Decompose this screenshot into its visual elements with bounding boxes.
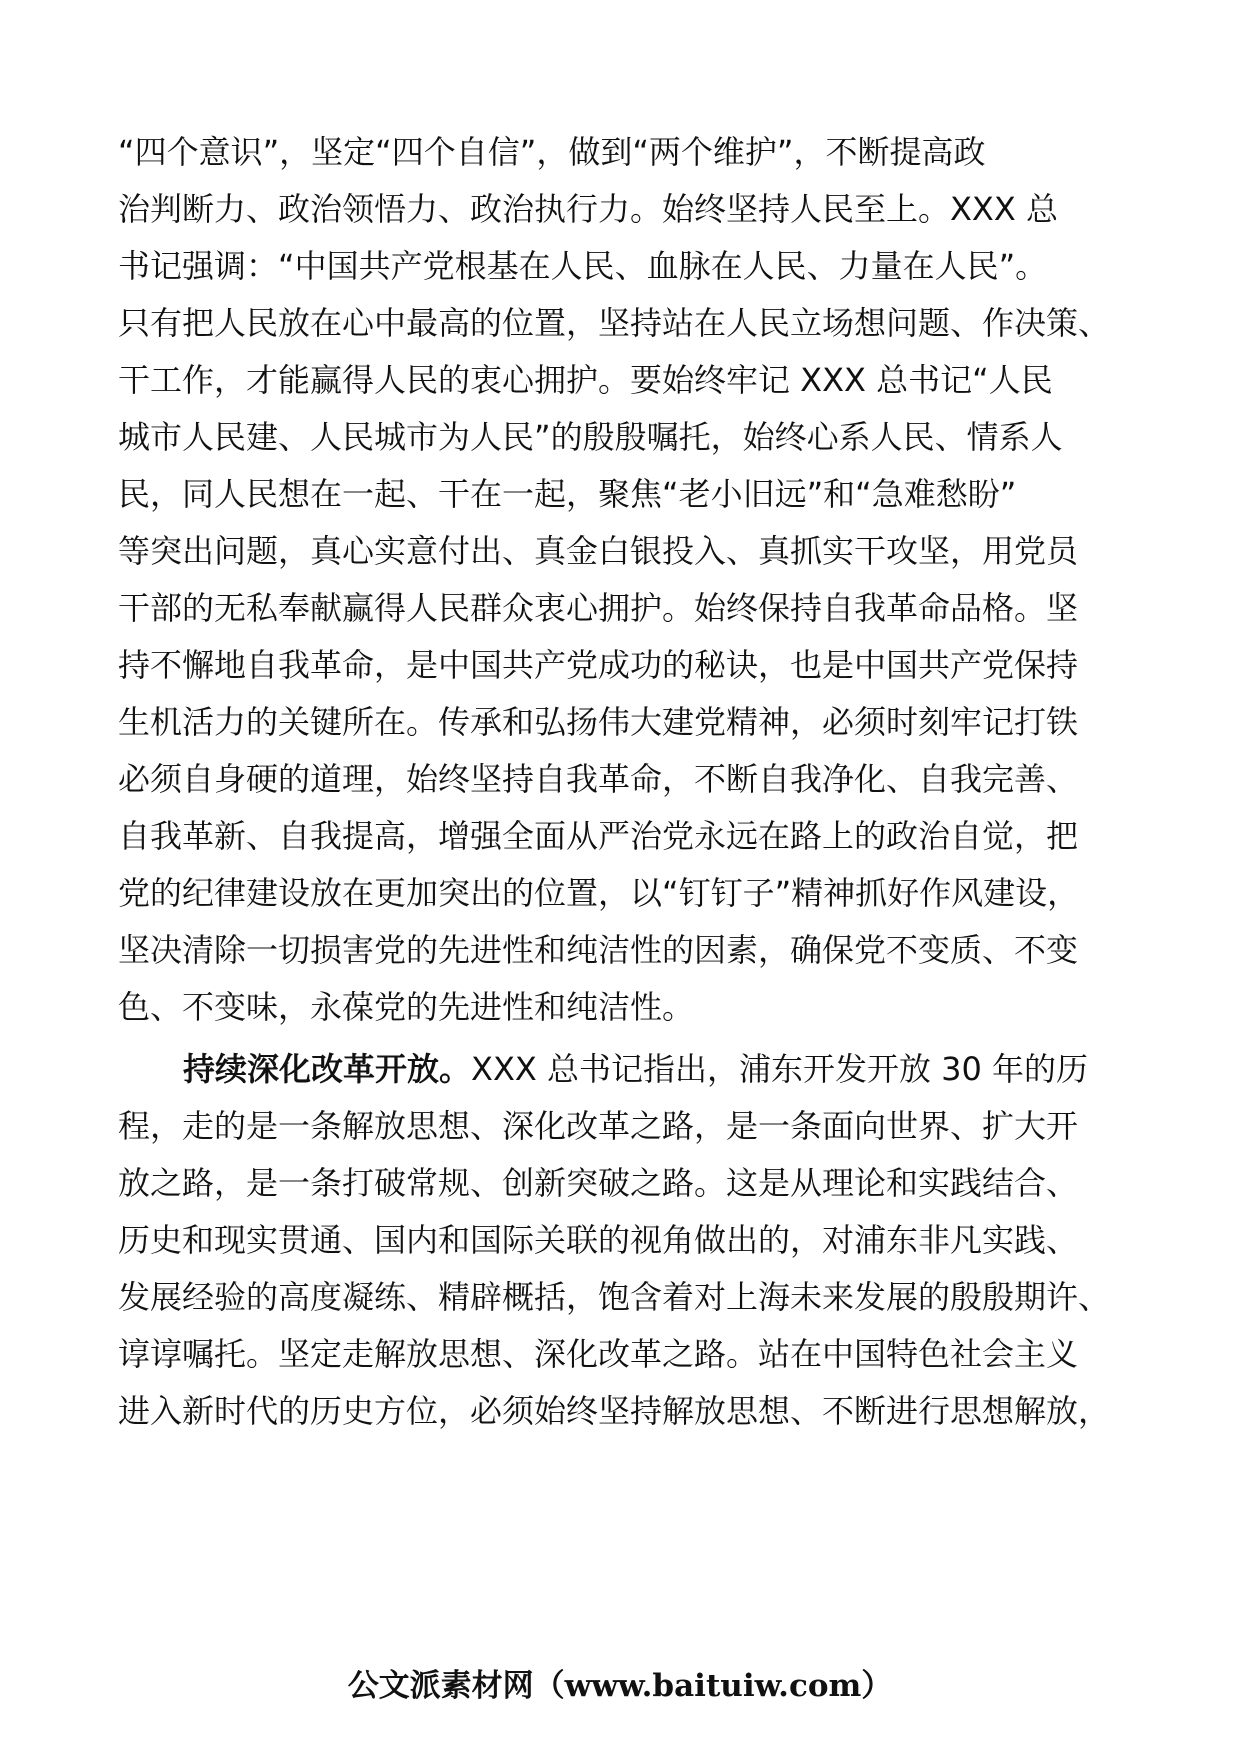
page-footer: 公文派素材网（www.baituiw.com） bbox=[347, 1668, 893, 1704]
paragraph-line: 自我革新、自我提高，增强全面从严治党永远在路上的政治自觉，把 bbox=[118, 817, 1079, 855]
paragraph-line: 程，走的是一条解放思想、深化改革之路，是一条面向世界、扩大开 bbox=[118, 1107, 1079, 1145]
paragraph-line: 谆谆嘱托。坚定走解放思想、深化改革之路。站在中国特色社会主义 bbox=[118, 1335, 1079, 1373]
paragraph-line: 发展经验的高度凝练、精辟概括，饱含着对上海未来发展的殷殷期许、 bbox=[118, 1278, 1111, 1316]
paragraph-first-line bbox=[183, 1047, 1088, 1091]
paragraph-line: 城市人民建、人民城市为人民”的殷殷嘱托，始终心系人民、情系人 bbox=[118, 418, 1063, 456]
paragraph-line: 书记强调：“中国共产党根基在人民、血脉在人民、力量在人民”。 bbox=[118, 247, 1048, 285]
paragraph-line-text: XXX 总书记指出，浦东开发开放 30 年的历 bbox=[471, 1050, 1089, 1088]
paragraph-line: 民，同人民想在一起、干在一起，聚焦“老小旧远”和“急难愁盼” bbox=[118, 475, 1017, 513]
paragraph-line: “四个意识”，坚定“四个自信”，做到“两个维护”，不断提高政 bbox=[118, 133, 986, 171]
paragraph-line: 干部的无私奉献赢得人民群众衷心拥护。始终保持自我革命品格。坚 bbox=[118, 589, 1079, 627]
paragraph-line: 持不懈地自我革命，是中国共产党成功的秘诀，也是中国共产党保持 bbox=[118, 646, 1079, 684]
paragraph-line: 等突出问题，真心实意付出、真金白银投入、真抓实干攻坚，用党员 bbox=[118, 532, 1079, 570]
paragraph-line: 色、不变味，永葆党的先进性和纯洁性。 bbox=[118, 988, 695, 1026]
paragraph-line: 只有把人民放在心中最高的位置，坚持站在人民立场想问题、作决策、 bbox=[118, 304, 1111, 342]
paragraph-line: 党的纪律建设放在更加突出的位置，以“钉钉子”精神抓好作风建设， bbox=[118, 874, 1080, 912]
paragraph-line: 历史和现实贯通、国内和国际关联的视角做出的，对浦东非凡实践、 bbox=[118, 1221, 1079, 1259]
paragraph-line: 生机活力的关键所在。传承和弘扬伟大建党精神，必须时刻牢记打铁 bbox=[118, 703, 1079, 741]
paragraph-line: 必须自身硬的道理，始终坚持自我革命，不断自我净化、自我完善、 bbox=[118, 760, 1079, 798]
paragraph-line: 治判断力、政治领悟力、政治执行力。始终坚持人民至上。XXX 总 bbox=[118, 190, 1058, 228]
paragraph-line: 干工作，才能赢得人民的衷心拥护。要始终牢记 XXX 总书记“人民 bbox=[118, 361, 1053, 399]
paragraph-line: 坚决清除一切损害党的先进性和纯洁性的因素，确保党不变质、不变 bbox=[118, 931, 1079, 969]
paragraph-line: 放之路，是一条打破常规、创新突破之路。这是从理论和实践结合、 bbox=[118, 1164, 1079, 1202]
paragraph-heading: 持续深化改革开放。 bbox=[183, 1050, 472, 1088]
paragraph-line: 进入新时代的历史方位，必须始终坚持解放思想、不断进行思想解放， bbox=[118, 1392, 1111, 1430]
